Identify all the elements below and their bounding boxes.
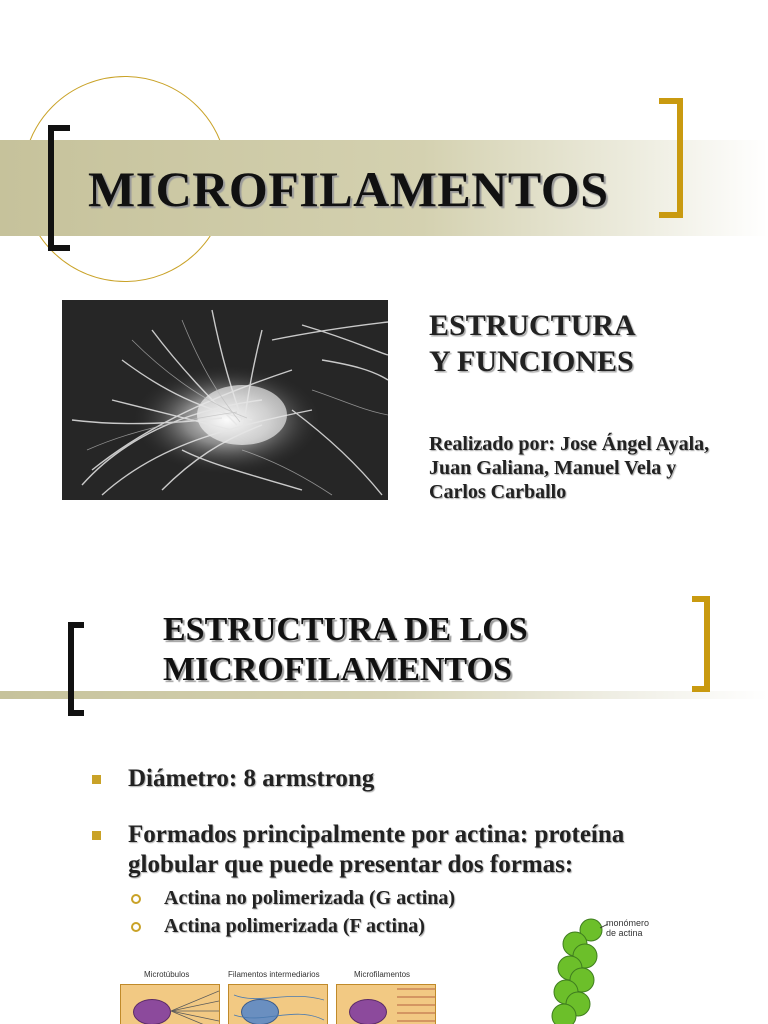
microtubule-lines	[121, 985, 220, 1024]
title-rule	[0, 691, 768, 699]
microfilament-photo	[62, 300, 388, 500]
presentation-subtitle	[429, 308, 636, 380]
right-bracket	[659, 98, 683, 218]
actin-filament-figure	[540, 910, 680, 1024]
actin-label-line-1: monómero	[606, 918, 650, 928]
slide-title: MICROFILAMENTOS	[88, 161, 609, 217]
sub-bullet-item	[128, 884, 712, 912]
cytoskeleton-figure	[118, 970, 440, 1024]
figure-label: Microfilamentos	[354, 970, 411, 979]
cell-diagram-microtubules	[120, 984, 220, 1024]
figure-label: Filamentos intermediarios	[228, 970, 320, 979]
cell-diagram-microfilaments	[336, 984, 436, 1024]
cell-diagram-intermediate-filaments	[228, 984, 328, 1024]
slide-2	[0, 560, 768, 1024]
sub-bullet-text: Actina polimerizada (F actina)	[164, 915, 425, 937]
microfilament-lines	[337, 985, 436, 1024]
bullet-item	[92, 764, 712, 794]
actin-label-line-2: de actina	[606, 928, 643, 938]
square-bullet-icon	[92, 775, 101, 784]
right-bracket	[692, 596, 710, 692]
slide-title	[163, 610, 528, 690]
actin-label	[606, 918, 649, 938]
square-bullet-icon	[92, 831, 101, 840]
subtitle-line-2: Y FUNCIONES	[429, 345, 634, 378]
left-bracket	[68, 622, 84, 716]
authors-text: Realizado por: Jose Ángel Ayala, Juan Galiana, Manuel Vela y Carlos Carballo	[429, 433, 710, 503]
bullet-text: Diámetro: 8 armstrong	[128, 765, 375, 792]
bullet-text: Formados principalmente por actina: proteína globular que puede presentar dos formas:	[128, 821, 625, 878]
subtitle-line-1: ESTRUCTURA	[429, 309, 636, 342]
circle-bullet-icon	[131, 922, 141, 932]
title-line-1: ESTRUCTURA DE LOS	[163, 611, 528, 648]
intermediate-filament-lines	[229, 985, 328, 1024]
figure-label: Microtúbulos	[144, 970, 190, 979]
circle-bullet-icon	[131, 894, 141, 904]
left-bracket	[48, 125, 70, 251]
title-line-2: MICROFILAMENTOS	[163, 651, 512, 688]
microfilament-photo-graphic	[62, 300, 388, 500]
sub-bullet-text: Actina no polimerizada (G actina)	[164, 887, 456, 909]
